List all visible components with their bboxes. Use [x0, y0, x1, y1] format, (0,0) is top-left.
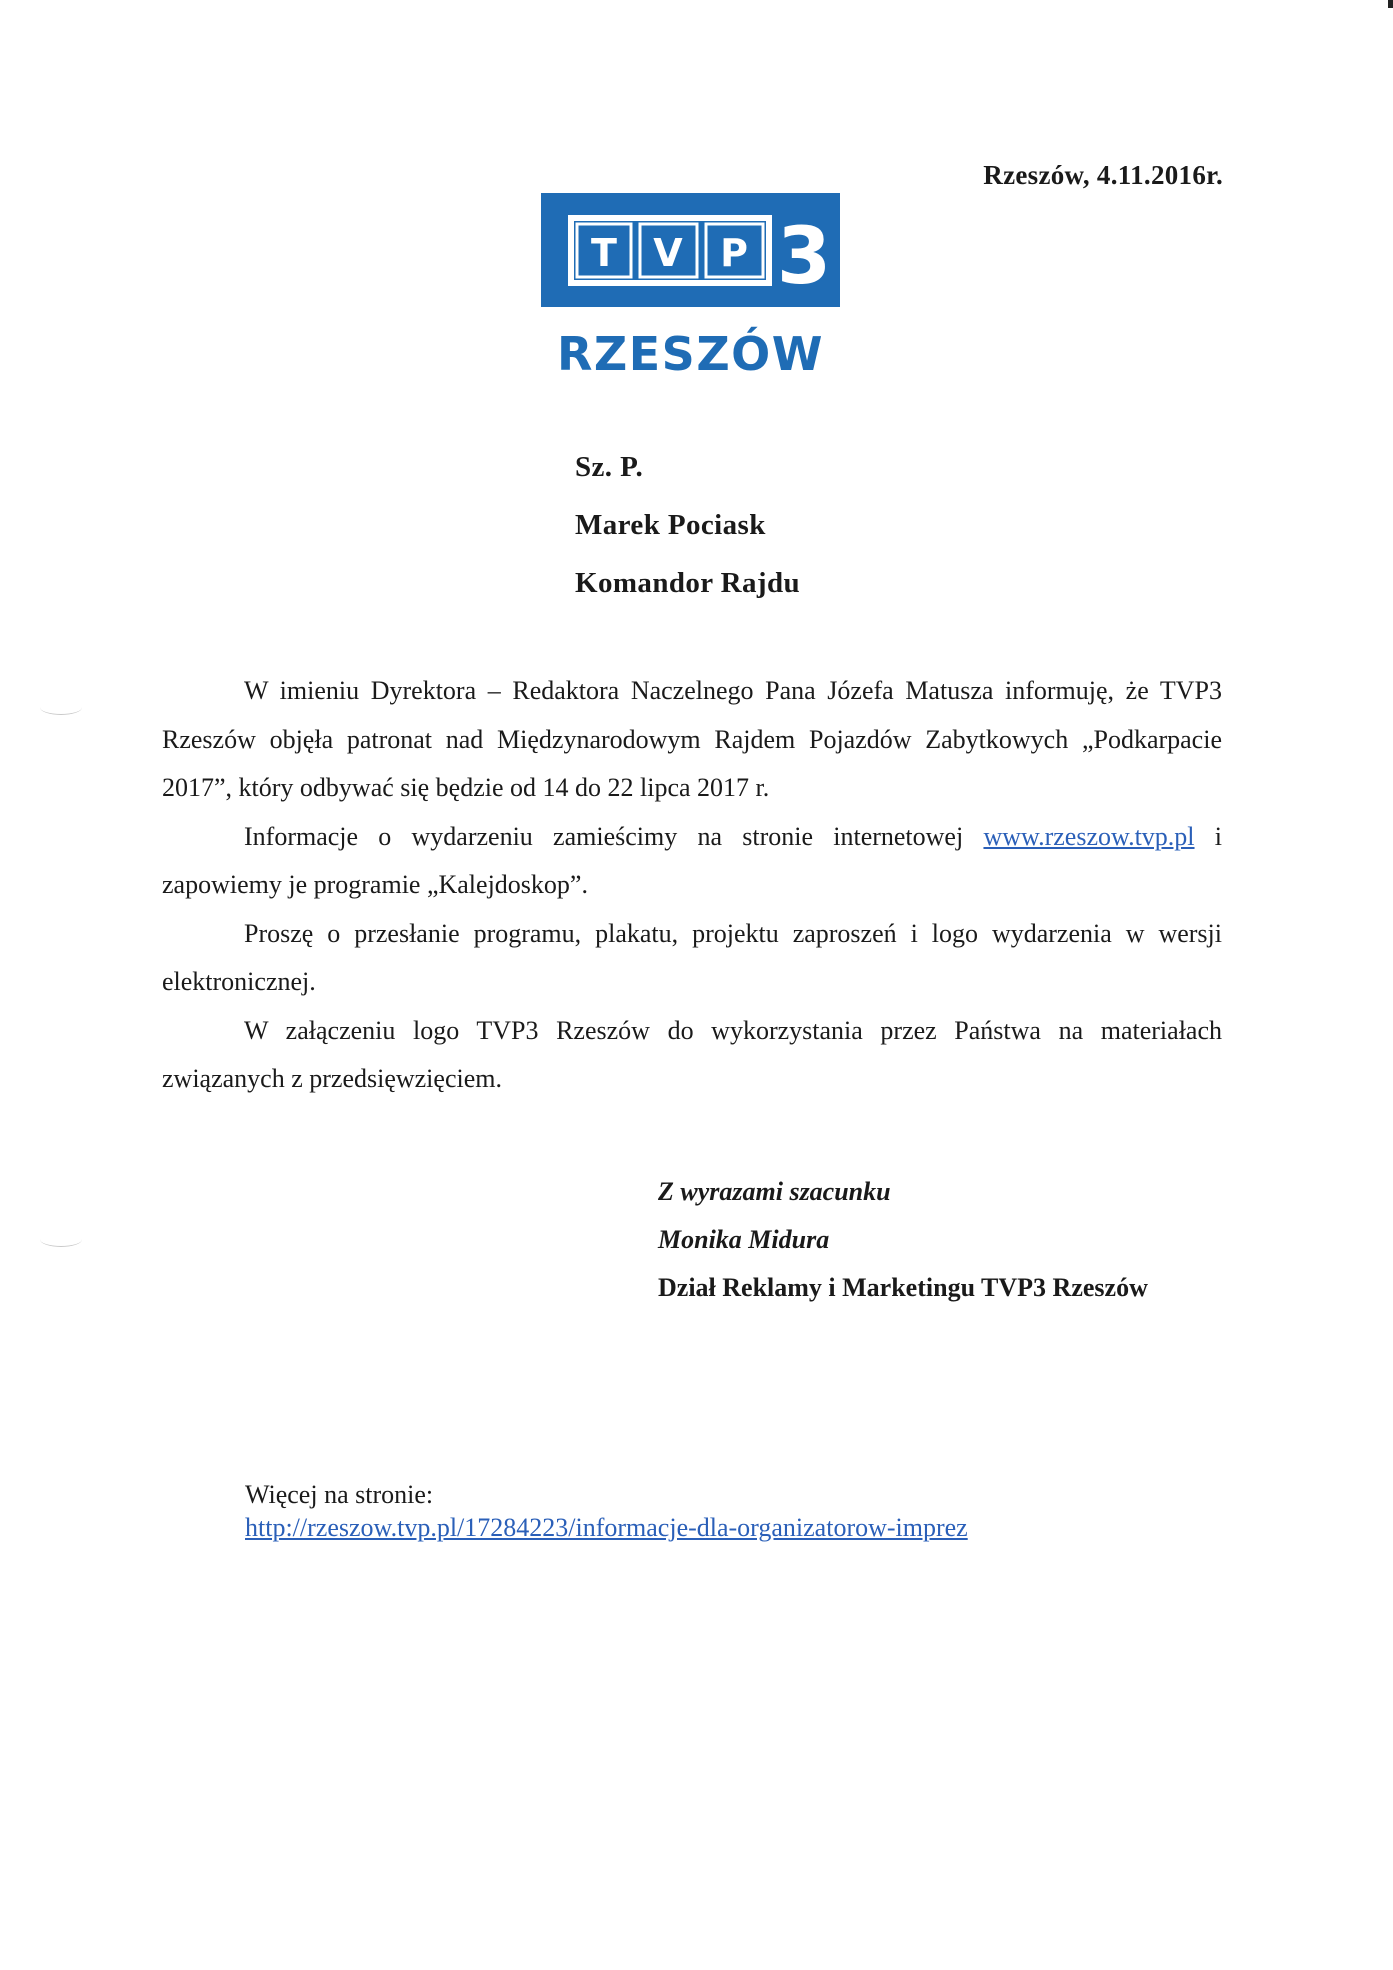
signature-department: Dział Reklamy i Marketingu TVP3 Rzeszów [658, 1273, 1148, 1302]
paragraph-patronage: W imieniu Dyrektora – Redaktora Naczelnego Pana Józefa Matusza informuję, że TVP3 Rzeszów objęła patronat nad Międzynarodowym Rajdem Pojazdów Zabytkowych „Podkarpacie 2017”, który odbywać się będzie od 14 do 22 lipca 2017 r. [162, 676, 1222, 802]
logo-letter-p: P [720, 231, 748, 275]
tvp3-rzeszow-logo [541, 193, 840, 381]
scan-hole-mark-top [40, 700, 82, 715]
logo-letter-t: T [591, 231, 617, 275]
logo-letter-v: V [653, 231, 683, 275]
more-info-link[interactable]: http://rzeszow.tvp.pl/17284223/informacje-dla-organizatorow-imprez [245, 1513, 968, 1542]
signature-block [658, 1168, 1148, 1312]
scan-hole-mark-bottom [40, 1232, 82, 1247]
addressee-name: Marek Pociask [575, 509, 766, 541]
scan-edge-mark [1388, 0, 1393, 8]
paragraph-website-text-before: Informacje o wydarzeniu zamieścimy na stronie internetowej [244, 821, 984, 851]
more-info-label: Więcej na stronie: [245, 1480, 434, 1509]
paragraph-attachment: W załączeniu logo TVP3 Rzeszów do wykorzystania przez Państwa na materiałach związanych z przedsięwzięciem. [162, 1015, 1222, 1093]
more-info [245, 1478, 968, 1544]
signature-name: Monika Midura [658, 1225, 830, 1254]
letter-date: Rzeszów, 4.11.2016r. [983, 160, 1223, 190]
tvp3-logo-box [541, 193, 840, 307]
addressee-role: Komandor Rajdu [575, 567, 801, 599]
letter-body [162, 667, 1222, 1104]
website-link[interactable]: www.rzeszow.tvp.pl [983, 821, 1195, 851]
paragraph-website [162, 813, 1222, 910]
signature-closing: Z wyrazami szacunku [658, 1177, 891, 1206]
logo-number-3: 3 [776, 212, 832, 302]
tvp3-logo-mark [541, 193, 840, 307]
addressee-block [575, 438, 800, 612]
paragraph-website-text-after: i zapowiemy je programie „Kalejdoskop”. [162, 821, 1222, 899]
addressee-salutation: Sz. P. [575, 451, 644, 483]
logo-city: RZESZÓW [556, 327, 825, 381]
paragraph-request: Proszę o przesłanie programu, plakatu, projektu zaproszeń i logo wydarzenia w wersji elektronicznej. [162, 918, 1222, 996]
